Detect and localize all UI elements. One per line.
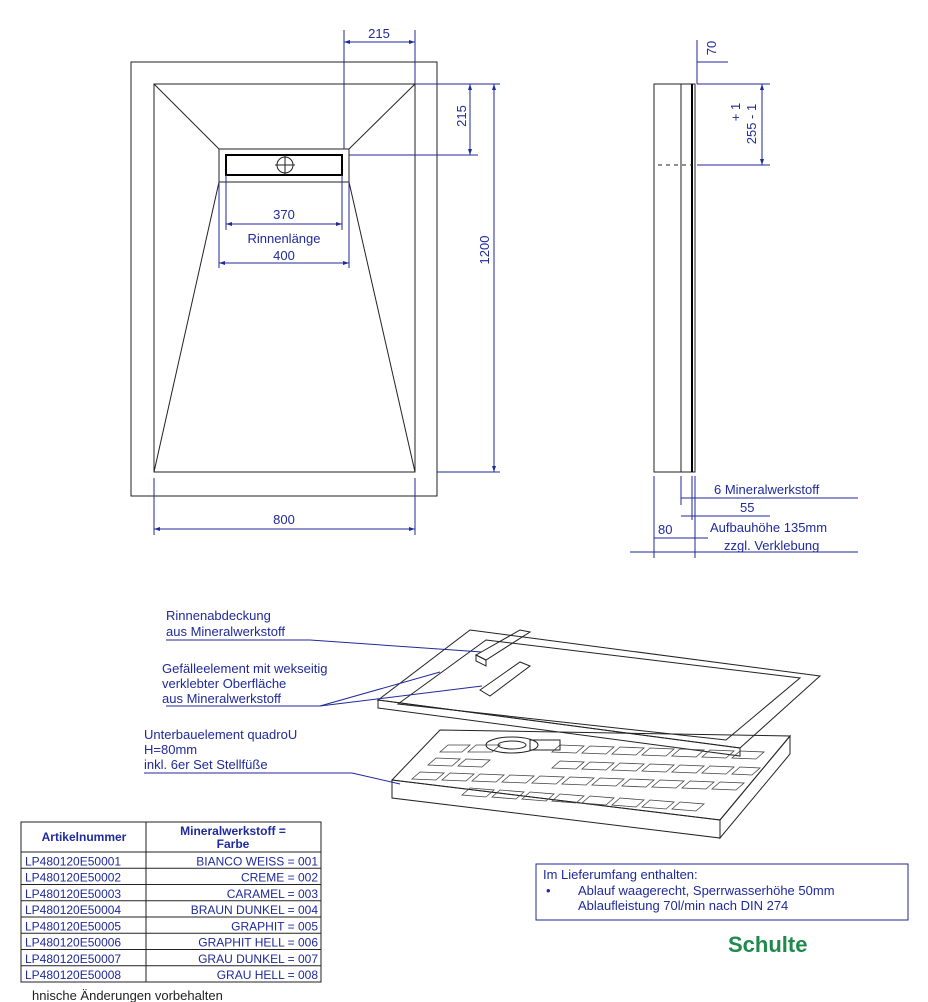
table-cell-color: BRAUN DUNKEL = 004 [190,903,318,917]
callout-gefaelle-3: aus Mineralwerkstoff [162,691,281,706]
aufbau-line-2: zzgl. Verklebung [724,538,820,553]
delivery-box [536,864,908,920]
dim-400: 400 [273,248,295,263]
table-cell-article: LP480120E50008 [25,968,122,982]
table-header-material-2: Farbe [216,837,250,851]
table-cell-article: LP480120E50002 [25,870,122,885]
callout-unterbau-1: Unterbauelement quadroU [144,727,298,742]
callout-gefaelle-1: Gefälleelement mit wekseitig [162,661,328,676]
delivery-title: Im Lieferumfang enthalten: [543,867,698,882]
slope-line [154,182,219,472]
dim-plus1: + 1 [728,102,743,122]
table-cell-color: GRAU DUNKEL = 007 [198,951,318,966]
table-cell-article: LP480120E50006 [25,935,122,950]
table-cell-color: BIANCO WEISS = 001 [196,854,318,869]
dim-800: 800 [273,512,295,527]
slope-line [154,84,219,149]
table-cell-article: LP480120E50005 [25,919,122,934]
base-element [392,730,790,820]
delivery-bullet: • [546,883,551,898]
dim-1200: 1200 [477,235,492,265]
delivery-line-1: Ablauf waagerecht, Sperrwasserhöhe 50mm [578,883,835,898]
delivery-line-2: Ablaufleistung 70l/min nach DIN 274 [578,898,789,913]
exploded-view [0,608,820,838]
brand-logo: Schulte [728,932,808,957]
slope-line [349,84,415,149]
table-cell-article: LP480120E50003 [25,886,122,901]
dim-80: 80 [658,522,673,537]
footer-note: hnische Änderungen vorbehalten [32,988,223,1002]
callout-unterbau-3: inkl. 6er Set Stellfüße [144,757,268,772]
aufbau-line-1: Aufbauhöhe 135mm [710,520,828,535]
callout-unterbau-2: H=80mm [144,742,198,757]
side-view [630,40,858,558]
top-view [131,26,500,535]
table-cell-article: LP480120E50007 [25,951,122,966]
table-cell-article: LP480120E50001 [25,854,122,869]
dim-70: 70 [704,40,719,56]
table-cell-color: GRAPHIT = 005 [231,919,318,934]
slope-line [349,182,415,472]
table-cell-color: GRAPHIT HELL = 006 [198,935,318,950]
dim-55: 55 [740,500,755,515]
callout-rinne-1: Rinnenabdeckung [166,608,271,623]
dim-255: 255 - 1 [744,103,759,145]
dim-215-top: 215 [368,26,390,41]
callout-gefaelle-2: verklebter Oberfläche [162,676,287,691]
tray-outer-outline [131,62,437,496]
table-header-article: Artikelnummer [41,830,127,844]
side-profile [654,84,695,472]
dim-370: 370 [273,207,295,222]
rinnen-label: Rinnenlänge [247,231,321,246]
dim-215-right: 215 [454,105,469,127]
article-table [21,822,321,982]
table-cell-color: CREME = 002 [240,870,318,885]
table-header-material-1: Mineralwerkstoff = [180,824,286,838]
table-cell-color: CARAMEL = 003 [226,886,318,901]
tray-inner-outline [154,84,415,472]
label-6-mineral: 6 Mineralwerkstoff [714,482,820,497]
callout-rinne-2: aus Mineralwerkstoff [166,624,285,639]
table-cell-article: LP480120E50004 [25,903,122,917]
table-cell-color: GRAU HELL = 008 [216,968,318,982]
